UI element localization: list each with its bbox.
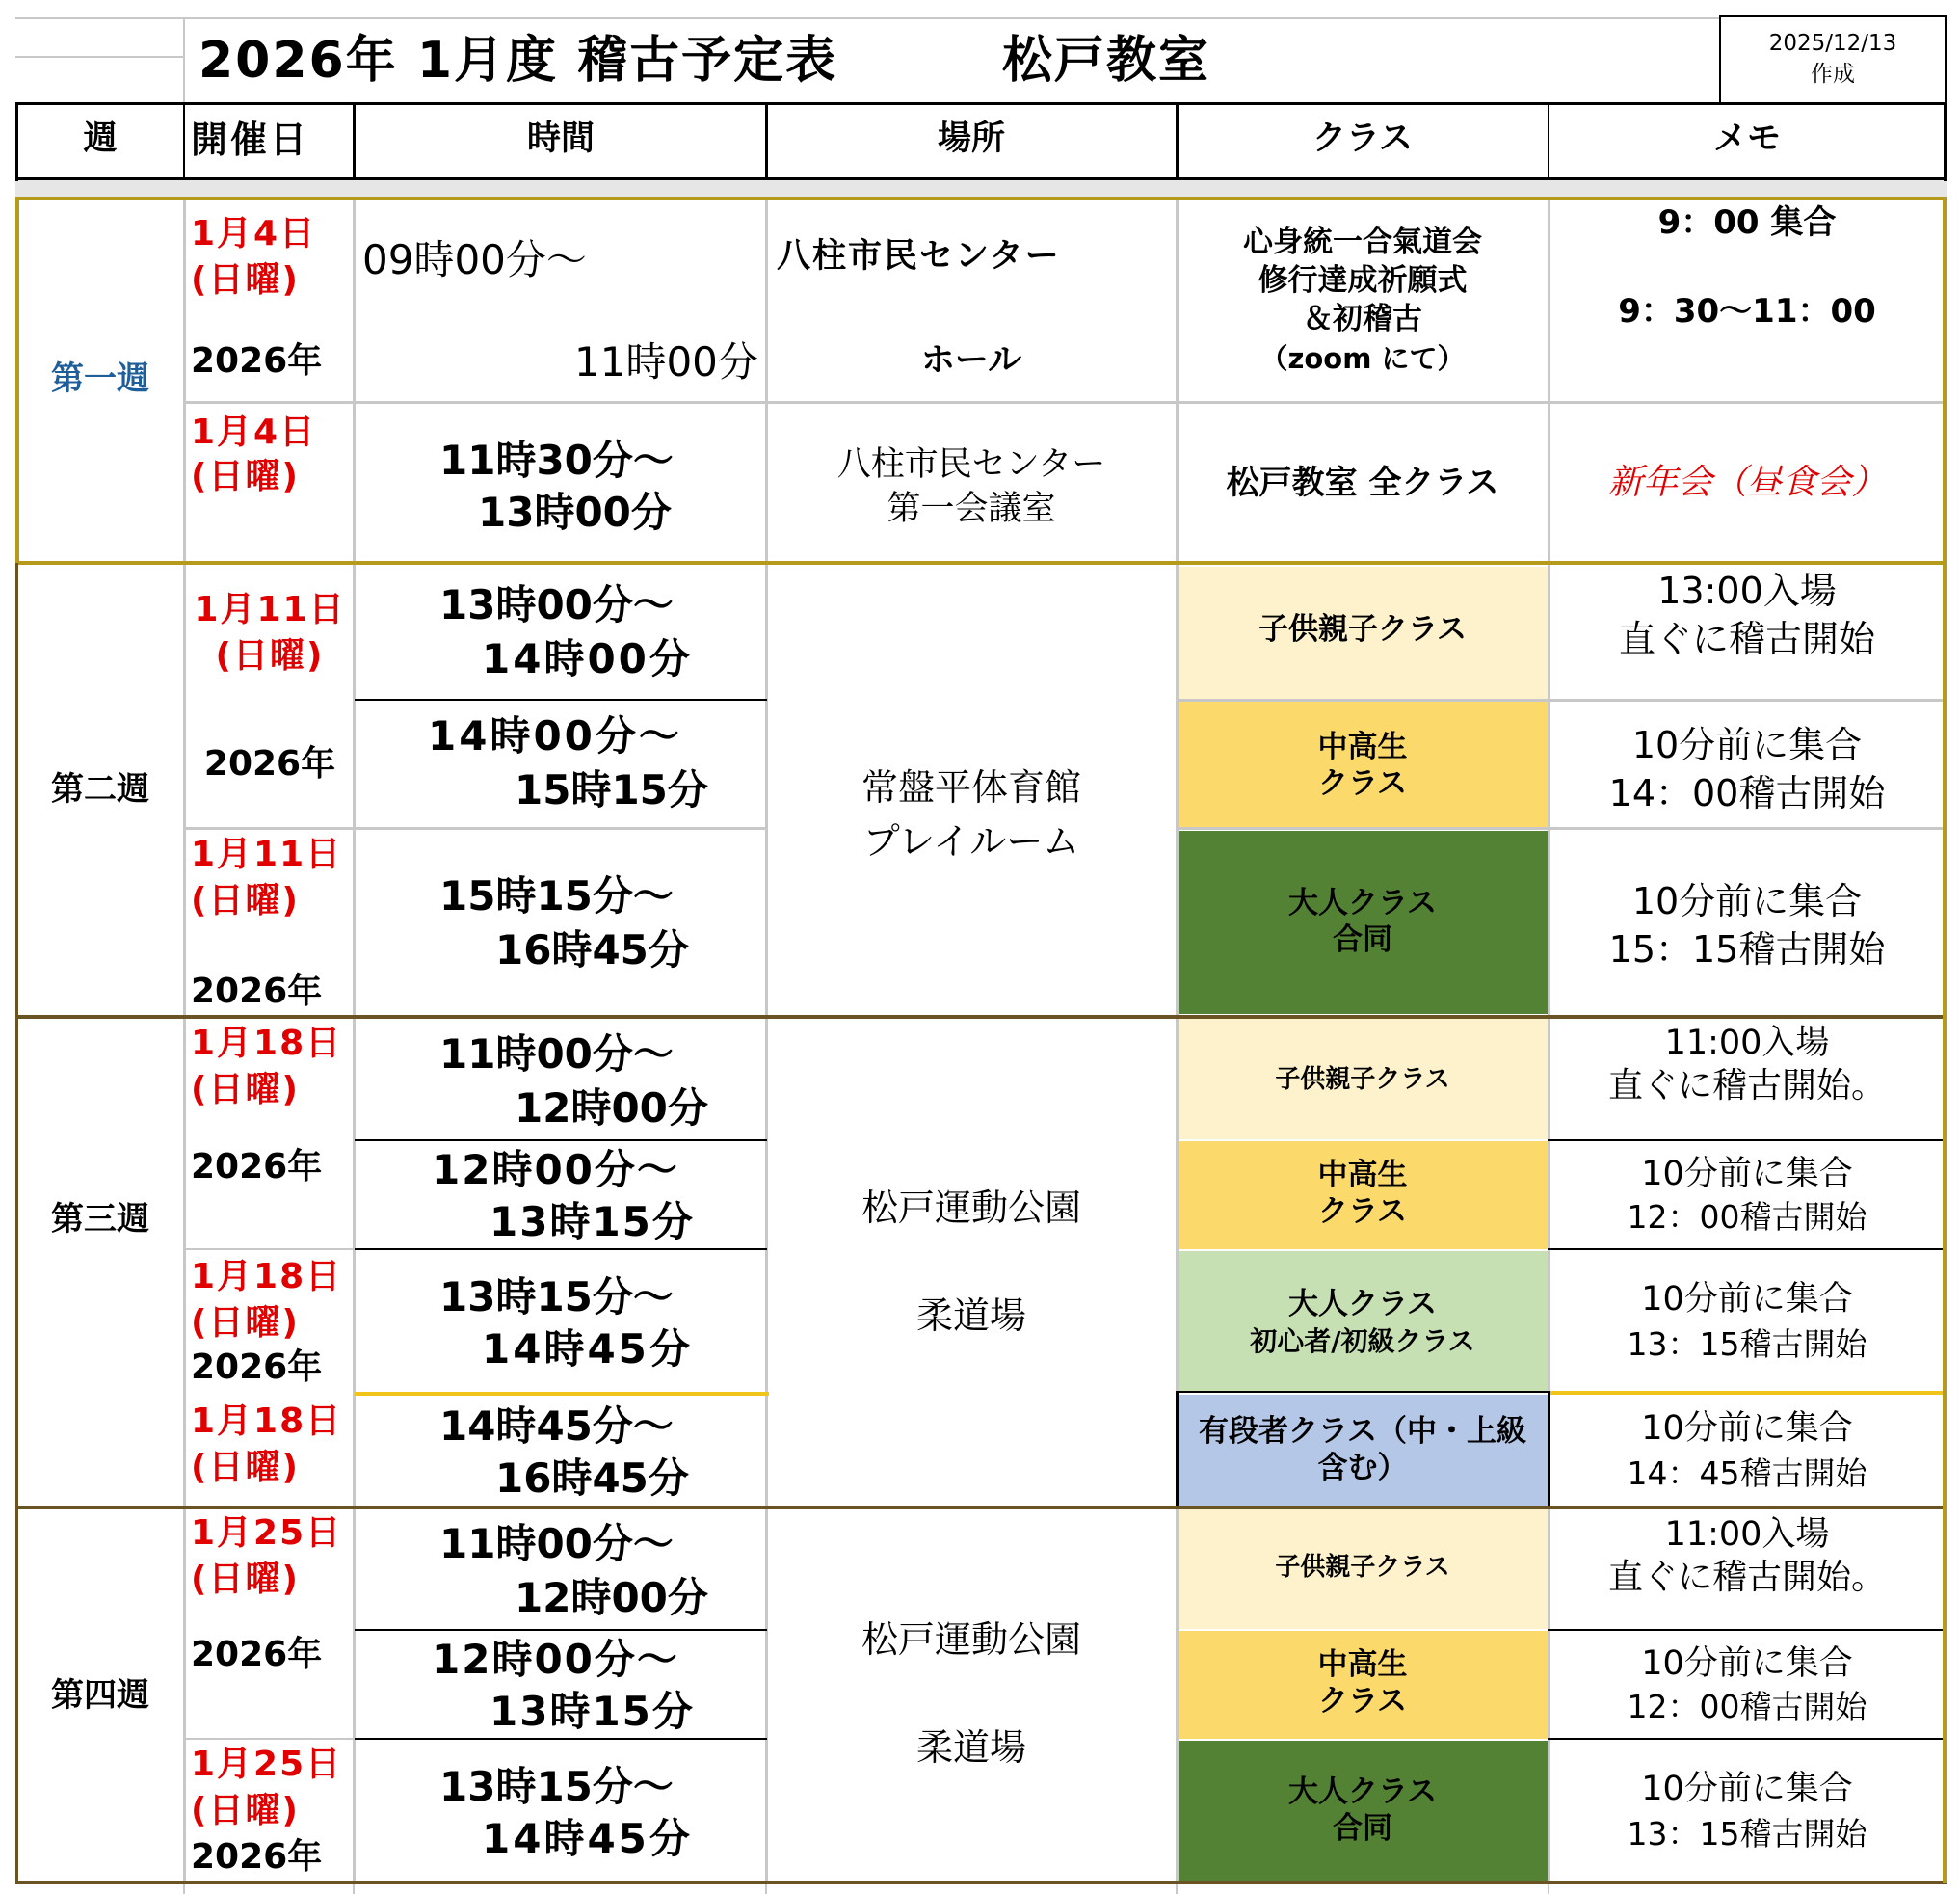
memo: 13：15稽古開始: [1627, 1815, 1867, 1853]
class-name: 子供親子クラス: [1258, 612, 1468, 647]
time-end: 13時00分: [478, 489, 672, 536]
time-end: 11時00分: [574, 338, 758, 386]
class-name: 大人クラス: [1287, 1774, 1438, 1809]
year: 2026年: [191, 1837, 323, 1877]
weekday: (日曜): [191, 1448, 300, 1487]
date: 1月25日: [191, 1513, 343, 1553]
time-start: 11時30分～: [439, 437, 674, 484]
class-name: 子供親子クラス: [1275, 1065, 1450, 1094]
weekday: (日曜): [191, 1791, 300, 1830]
created-date: 2025/12/13: [1768, 31, 1897, 56]
col-header-class: クラス: [1312, 120, 1413, 158]
time-end: 12時00分: [515, 1084, 708, 1132]
class-bg-middle-high: [1179, 702, 1549, 829]
week-label: 第二週: [51, 770, 149, 809]
time-end: 13時15分: [490, 1688, 695, 1735]
year: 2026年: [191, 1635, 323, 1674]
time-end: 14時45分: [482, 1815, 693, 1862]
date: 1月4日: [191, 413, 317, 452]
memo: 15：15稽古開始: [1608, 928, 1886, 971]
memo: 10分前に集合: [1641, 1155, 1853, 1193]
place: プレイルーム: [862, 820, 1080, 863]
memo: 10分前に集合: [1641, 1280, 1853, 1319]
time-start: 14時00分～: [428, 712, 682, 760]
weekday: (日曜): [191, 1303, 300, 1343]
time-end: 14時00分: [482, 635, 693, 682]
memo: 直ぐに稽古開始。: [1607, 1066, 1886, 1106]
time-start: 11時00分～: [439, 1030, 674, 1078]
time-end: 13時15分: [490, 1198, 695, 1245]
time-start: 09時00分～: [362, 236, 587, 283]
place: 柔道場: [915, 1294, 1026, 1337]
date: 1月25日: [191, 1745, 343, 1784]
class-name: 合同: [1333, 922, 1392, 957]
weekday: (日曜): [191, 881, 300, 920]
week-label: 第四週: [51, 1676, 149, 1715]
year: 2026年: [191, 341, 323, 381]
memo: 9：30～11：00: [1618, 292, 1876, 331]
class-name: 含む）: [1317, 1451, 1408, 1485]
date: 1月11日: [194, 590, 346, 629]
year: 2026年: [191, 972, 323, 1011]
class-name: 有段者クラス（中・上級: [1198, 1414, 1527, 1449]
date: 1月18日: [191, 1257, 343, 1296]
memo: 10分前に集合: [1631, 880, 1863, 922]
place: 第一会議室: [887, 490, 1056, 528]
class-name: 大人クラス: [1287, 886, 1438, 920]
class-name: クラス: [1317, 1684, 1408, 1719]
year: 2026年: [191, 1147, 323, 1187]
time-start: 14時45分～: [439, 1402, 674, 1450]
memo: 新年会（昼食会）: [1607, 463, 1886, 502]
year: 2026年: [191, 1347, 323, 1387]
class-name: 中高生: [1317, 1647, 1408, 1682]
memo: 9：00 集合: [1657, 203, 1837, 242]
time-start: 13時00分～: [439, 581, 674, 628]
memo: 12：00稽古開始: [1627, 1198, 1867, 1236]
memo: 14：00稽古開始: [1608, 772, 1886, 814]
time-end: 14時45分: [482, 1325, 693, 1373]
memo: 10分前に集合: [1641, 1770, 1853, 1808]
class-name: 初心者/初級クラス: [1250, 1325, 1475, 1357]
memo: 直ぐに稽古開始。: [1607, 1558, 1886, 1597]
time-start: 13時15分～: [439, 1763, 674, 1810]
memo: 10分前に集合: [1641, 1644, 1853, 1683]
weekday: (日曜): [191, 1070, 300, 1109]
week-label: 第三週: [51, 1200, 149, 1239]
memo: 13:00入場: [1657, 570, 1837, 612]
class-name: 中高生: [1317, 730, 1408, 764]
memo: 12：00稽古開始: [1627, 1688, 1867, 1725]
class-name: 心身統一合氣道会: [1243, 225, 1482, 259]
memo: 14：45稽古開始: [1627, 1454, 1867, 1492]
weekday: (日曜): [191, 1560, 300, 1599]
page-title: 2026年 1月度 稽古予定表: [199, 32, 838, 90]
col-header-week: 週: [83, 120, 118, 158]
class-name: ＆初稽古: [1303, 302, 1422, 336]
class-name: 子供親子クラス: [1275, 1553, 1450, 1582]
class-name: 合同: [1333, 1811, 1392, 1846]
memo: 11:00入場: [1664, 1515, 1830, 1554]
class-name: （zoom にて）: [1259, 342, 1466, 375]
col-header-memo: メモ: [1712, 120, 1781, 158]
col-header-time: 時間: [526, 120, 595, 158]
location-title: 松戸教室: [1002, 32, 1211, 90]
class-name: 大人クラス: [1287, 1287, 1438, 1321]
place: 柔道場: [915, 1726, 1026, 1769]
place: 松戸運動公園: [861, 1618, 1081, 1661]
col-header-place: 場所: [937, 120, 1005, 158]
date: 1月18日: [191, 1401, 343, 1441]
time-end: 12時00分: [515, 1574, 708, 1621]
weekday: (日曜): [215, 636, 325, 676]
place: 八柱市民センター: [777, 237, 1061, 276]
time-start: 15時15分～: [439, 872, 674, 920]
created-box: [1719, 15, 1947, 104]
memo: 10分前に集合: [1641, 1409, 1853, 1448]
date: 1月4日: [191, 214, 317, 253]
class-name: クラス: [1317, 766, 1408, 801]
weekday: (日曜): [191, 260, 300, 300]
weekday: (日曜): [191, 457, 300, 496]
memo: 13：15稽古開始: [1627, 1325, 1867, 1363]
time-start: 12時00分～: [432, 1146, 679, 1193]
memo: 11:00入場: [1664, 1024, 1830, 1062]
time-start: 11時00分～: [439, 1520, 674, 1567]
place: 松戸運動公園: [861, 1187, 1081, 1229]
date: 1月11日: [191, 835, 343, 874]
time-end: 15時15分: [515, 766, 708, 814]
class-name: 修行達成祈願式: [1258, 263, 1468, 298]
date: 1月18日: [191, 1024, 343, 1063]
week-label: 第一週: [51, 360, 149, 398]
place: 常盤平体育館: [861, 766, 1081, 809]
memo: 直ぐに稽古開始: [1618, 618, 1875, 660]
created-label: 作成: [1811, 62, 1855, 87]
time-start: 13時15分～: [439, 1273, 674, 1320]
spacer-row: [15, 179, 1947, 197]
place: 八柱市民センター: [836, 445, 1106, 484]
col-header-date: 開催日: [191, 119, 310, 161]
year: 2026年: [203, 744, 336, 784]
place: ホール: [920, 341, 1022, 380]
time-end: 16時45分: [495, 926, 689, 974]
time-start: 12時00分～: [432, 1636, 679, 1683]
time-end: 16時45分: [495, 1454, 689, 1502]
class-name: 中高生: [1317, 1158, 1408, 1192]
class-name: クラス: [1317, 1194, 1408, 1229]
class-name: 松戸教室 全クラス: [1226, 464, 1499, 502]
memo: 10分前に集合: [1631, 724, 1863, 766]
